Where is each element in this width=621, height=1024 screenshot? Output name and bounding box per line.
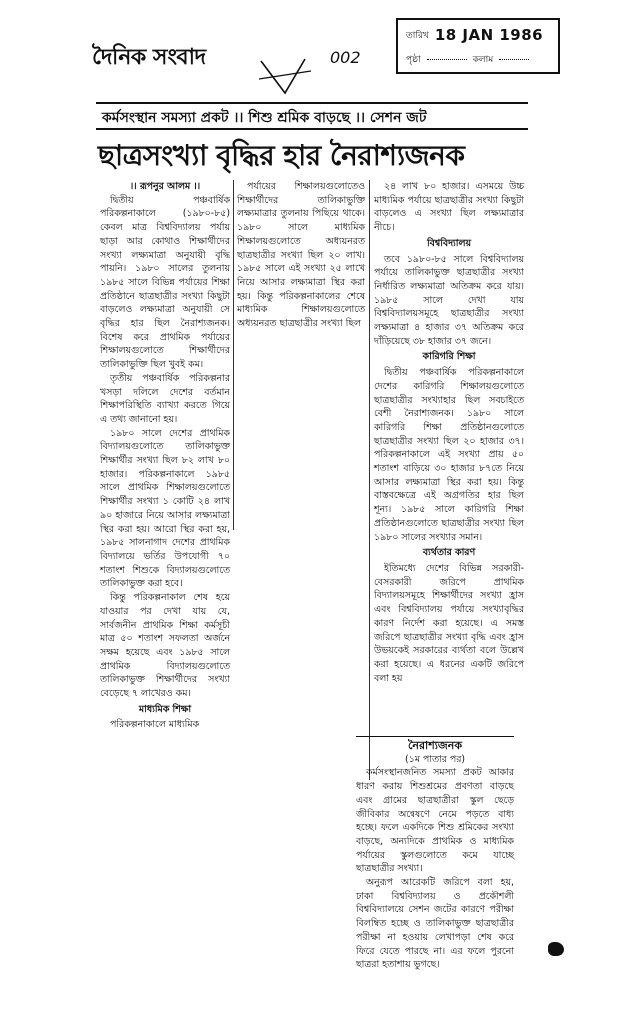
col3-paragraph: দ্বিতীয় পঞ্চবার্ষিক পরিকল্পনাকালে দেশের কারিগরি শিক্ষালয়গুলোতে ছাত্রছাত্রীর সংখ্যাহার ছিল সবচাইতে বেশী নৈরাশ্যজনক। ১৯৮০ সালে কারিগরি শিক্ষা প্রতিষ্ঠানগুলোতে ছাত্রছাত্রীর সংখ্যা ছিল ২০ হাজার ৩৭। পরিকল্পনাকালে এই সংখ্যা প্রায় ৫০ শতাংশ বাড়িয়ে ৩০ হাজার ৮৭তে নিয়ে আসার লক্ষ্যমাত্রা স্থির করা হয়। কিন্তু বাস্তবক্ষেত্রে এই অগ্রগতির হার ছিল শূন্য। ১৯৮৫ সালে কারিগরি শিক্ষা প্রতিষ্ঠানগুলোতে ছাত্রছাত্রীর সংখ্যা ছিল ১৯৮০ সালের সংখ্যার সমান।	[374, 367, 524, 543]
col3-subhead: ব্যর্থতার কারণ	[422, 547, 476, 559]
stamp-page-label: পৃষ্ঠা	[406, 55, 421, 65]
col1-paragraph: তৃতীয় পঞ্চবার্ষিক পরিকল্পনার খসড়া দলিলে দেশের বর্তমান শিক্ষাপরিস্থিতি ব্যাখ্যা করতে গিয়ে এ তথ্য জানানো হয়।	[100, 372, 230, 425]
stamp-date-value: 18 JAN 1986	[434, 26, 544, 44]
column-1	[100, 180, 230, 732]
column-divider	[233, 180, 234, 530]
col3-paragraph: ইতিমধ্যে দেশের বিভিন্ন সরকারী-বেসরকারী জরিপে প্রাথমিক বিদ্যালয়সমূহে শিক্ষার্থীদের সংখ্যা হ্রাস এবং বিশ্ববিদ্যালয় পর্যায়ে সংখ্যাবৃদ্ধির কারণ নির্দেশ করা হয়েছে। এ সমস্ত জরিপে ছাত্রছাত্রীর সংখ্যা বৃদ্ধি এবং হ্রাস উভয়কেই সরকারের ব্যর্থতা বলে উল্লেখ করা হয়েছে। এ ধরনের একটি জরিপে বলা হয়	[374, 562, 524, 684]
column-2	[237, 180, 365, 331]
col1-tail: পরিকল্পনাকালে মাধ্যমিক	[110, 719, 200, 731]
stamp-column-label: কলাম	[472, 55, 494, 65]
col2-paragraph: পর্যায়ের শিক্ষালয়গুলোতেও শিক্ষার্থীদের তালিকাভুক্তি লক্ষ্যমাত্রার তুলনায় পিছিয়ে থাকে। ১৯৮০ সালে মাধ্যমিক শিক্ষালয়গুলোতে অধ্যয়নরত ছাত্রছাত্রীর সংখ্যা ছিল ২০ লাখ। ১৯৮৫ সালে এই সংখ্যা ২৫ লাখে নিয়ে আসার লক্ষ্যমাত্রা স্থির করা হয়। কিন্তু পরিকল্পনাকালের শেষে মাধ্যমিক শিক্ষালয়গুলোতে অধ্যয়নরত ছাত্রছাত্রীর সংখ্যা ছিল	[237, 181, 365, 330]
stamp-date-label: তারিখ	[406, 30, 429, 41]
continuation-paragraph: অনুরূপ আরেকটি জরিপে বলা হয়, ঢাকা বিশ্ববিদ্যালয় ও প্রকৌশলী বিশ্ববিদ্যালয়ে সেশন জটের কারণে পরীক্ষা বিলম্বিত হচ্ছে ও তালিকাভুক্ত ছাত্রছাত্রীর পরীক্ষা না হওয়ায় লেখাপড়া শেষ করে ফিরে যেতে পারছে না। এর ফলে পুরনো ছাত্ররা হতাশায় ভুগছে।	[356, 877, 514, 971]
col1-paragraph: কিন্তু পরিকল্পনাকাল শেষ হয়ে যাওয়ার পর দেখা যায় যে, সার্বজনীন প্রাথমিক শিক্ষা কর্মসূচী মাত্র ৫০ শতাংশ সফলতা অর্জনে সক্ষম হয়েছে এবং ১৯৮৫ সালে প্রাথমিক বিদ্যালয়গুলোতে তালিকাভুক্ত শিক্ষার্থীদের সংখ্যা বেড়েছে ৭ লাখেরও কম।	[100, 592, 230, 700]
column-divider	[369, 180, 370, 780]
col3-paragraph: ২৪ লাখ ৮০ হাজার। এসময়ে উচ্চ মাধ্যমিক পর্যায়ে ছাত্রছাত্রীর সংখ্যা কিছুটা বাড়লেও এ সংখ্যা ছিল লক্ষ্যমাত্রার নীচে।	[374, 181, 524, 234]
kicker-rule	[96, 128, 528, 130]
col1-subhead: মাধ্যমিক শিক্ষা	[138, 703, 192, 715]
column-3	[374, 180, 524, 685]
col3-paragraph: তবে ১৯৮০-৮৫ সালে বিশ্ববিদ্যালয় পর্যায়ে তালিকাভুক্ত ছাত্রছাত্রীর সংখ্যা নির্ধারিত লক্ষ্যমাত্রা অতিক্রম করে যায়। ১৯৮৫ সালে দেখা যায় বিশ্ববিদ্যালয়সমূহে ছাত্রছাত্রীর সংখ্যা লক্ষ্যমাত্রা ৪ হাজার ৩৭ অতিক্রম করে দাঁড়িয়েছে ৩৮ হাজার ৩৭ জনে।	[374, 253, 524, 347]
col1-paragraph: ১৯৮০ সালে দেশের প্রাথমিক বিদ্যালয়গুলোতে তালিকাভুক্ত শিক্ষার্থীর সংখ্যা ছিল ৮২ লাখ ৮০ হাজার। পরিকল্পনাকালে ১৯৮৫ সালে প্রাথমিক শিক্ষালয়গুলোতে শিক্ষার্থীর সংখ্যা ১ কোটি ২৪ লাখ ৯০ হাজারে নিয়ে আসার লক্ষ্যমাত্রা স্থির করা হয়। আরো স্থির করা হয়, ১৯৮৫ সালনাগাদ দেশের প্রাথমিক বিদ্যালয়ে ভর্তির উপযোগী ৭০ শতাংশ শিশুকে বিদ্যালয়গুলোতে তালিকাভুক্ত করা হবে।	[100, 427, 230, 590]
byline: ।। রূপনুর আলম ।।	[129, 181, 201, 192]
top-rule	[96, 102, 528, 104]
continuation-paragraph: কর্মসংস্থানজনিত সমস্যা প্রকট আকার ধারণ করায় শিশুশ্রমের প্রবণতা বাড়ছে এবং গ্রামের ছাত্রছাত্রীরা স্কুল ছেড়ে জীবিকার অন্বেষণে নেমে পড়তে বাধ্য হচ্ছে। ফলে একদিকে শিশু শ্রমিকের সংখ্যা বাড়ছে, অন্যদিকে প্রাথমিক ও মাধ্যমিক পর্যায়ের স্কুলগুলোতে কমে যাচ্ছে ছাত্রছাত্রীর সংখ্যা।	[356, 767, 514, 875]
newspaper-masthead: দৈনিক সংবাদ	[92, 45, 206, 70]
page-number: 002	[330, 48, 361, 67]
ink-speck	[548, 942, 564, 956]
col3-subhead: কারিগরি শিক্ষা	[422, 351, 476, 363]
news-clipping	[96, 98, 528, 738]
pen-tick-mark	[255, 55, 315, 100]
col3-subhead: বিশ্ববিদ্যালয়	[426, 237, 472, 249]
continuation-subtitle: (১ম পাতার পর)	[404, 753, 466, 765]
date-stamp	[396, 18, 560, 74]
continuation-title: নৈরাশ্যজনক	[356, 736, 514, 753]
kicker-line: কর্মসংস্থান সমস্যা প্রকট ।। শিশু শ্রমিক বাড়ছে ।। সেশন জট	[102, 110, 427, 126]
col1-paragraph: দ্বিতীয় পঞ্চবার্ষিক পরিকল্পনাকালে (১৯৮০-৮৫) কেবল মাত্র বিশ্ববিদ্যালয় পর্যায় ছাড়া আর কোথাও শিক্ষার্থীদের সংখ্যা লক্ষ্যমাত্রা অনুযায়ী বৃদ্ধি পায়নি। ১৯৮০ সালের তুলনায় ১৯৮৫ সালে বিভিন্ন পর্যায়ের শিক্ষা প্রতিষ্ঠানে ছাত্রছাত্রীর সংখ্যা কিছুটা বাড়লেও লক্ষ্যমাত্রা অনুযায়ী সে বৃদ্ধির হার ছিল নৈরাশ্যজনক। বিশেষ করে প্রাথমিক পর্যায়ের শিক্ষালয়গুলোতে শিক্ষার্থীদের তালিকাভুক্তি ছিল খুবই কম।	[100, 194, 230, 371]
headline: ছাত্রসংখ্যা বৃদ্ধির হার নৈরাশ্যজনক	[98, 139, 465, 172]
continuation-block	[356, 736, 514, 972]
